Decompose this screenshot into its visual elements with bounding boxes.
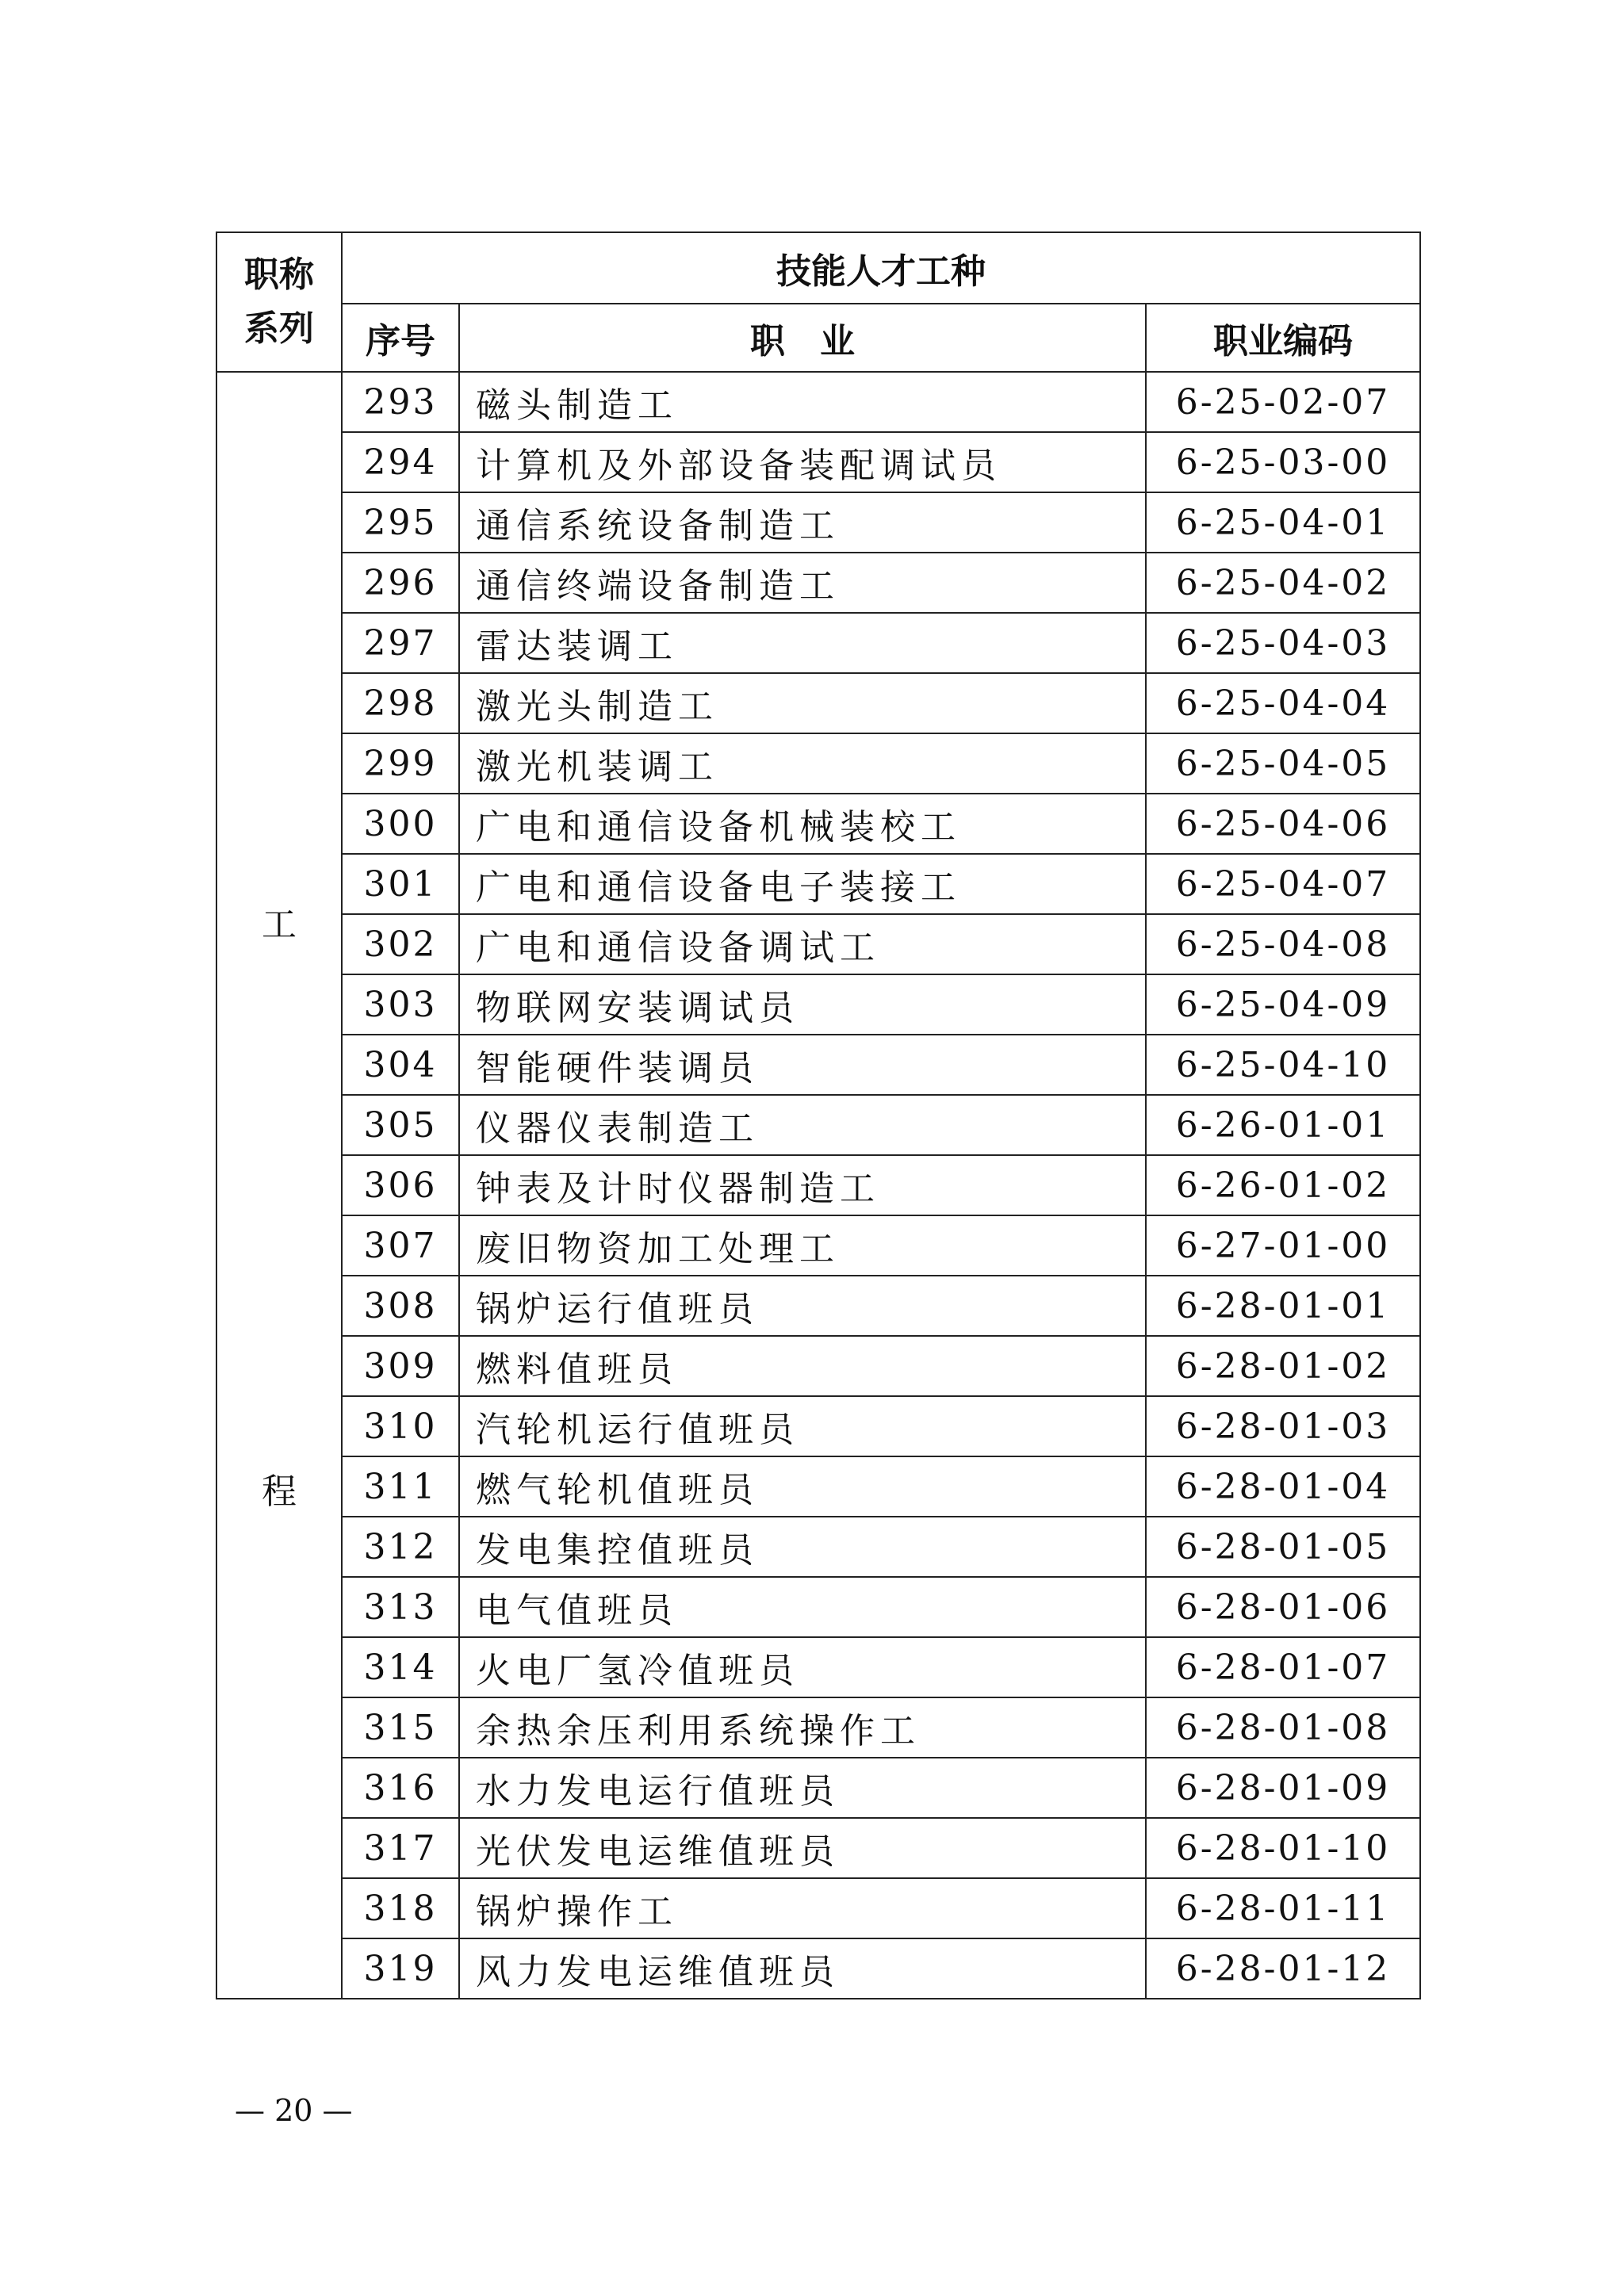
table-row xyxy=(216,1758,1420,1818)
occupation-name: 火电厂氢冷值班员 xyxy=(459,1637,1146,1697)
table-row xyxy=(216,1456,1420,1517)
occupation-name: 燃气轮机值班员 xyxy=(459,1456,1146,1517)
occupation-code: 6-25-02-07 xyxy=(1146,372,1420,432)
row-number: 301 xyxy=(342,854,459,914)
row-number: 314 xyxy=(342,1637,459,1697)
table-row xyxy=(216,1336,1420,1396)
occupation-name: 燃料值班员 xyxy=(459,1336,1146,1396)
occupation-name: 广电和通信设备电子装接工 xyxy=(459,854,1146,914)
occupation-table xyxy=(216,232,1421,1999)
occupation-code: 6-25-04-05 xyxy=(1146,733,1420,794)
row-number: 310 xyxy=(342,1396,459,1456)
table-row xyxy=(216,1577,1420,1637)
table-row xyxy=(216,613,1420,673)
occupation-name: 锅炉运行值班员 xyxy=(459,1276,1146,1336)
group-header: 技能人才工种 xyxy=(342,232,1420,304)
row-number: 315 xyxy=(342,1697,459,1758)
table-row xyxy=(216,1035,1420,1095)
category-cell xyxy=(216,372,342,1999)
row-number: 319 xyxy=(342,1938,459,1999)
occupation-code: 6-28-01-01 xyxy=(1146,1276,1420,1336)
row-number: 316 xyxy=(342,1758,459,1818)
occupation-name: 余热余压利用系统操作工 xyxy=(459,1697,1146,1758)
column-header-occupation: 职 业 xyxy=(459,304,1146,372)
row-number: 306 xyxy=(342,1155,459,1215)
occupation-code: 6-28-01-11 xyxy=(1146,1878,1420,1938)
table-row xyxy=(216,1215,1420,1276)
table-row xyxy=(216,1276,1420,1336)
table-row xyxy=(216,492,1420,553)
row-number: 302 xyxy=(342,914,459,974)
occupation-code: 6-28-01-03 xyxy=(1146,1396,1420,1456)
row-number: 295 xyxy=(342,492,459,553)
row-number: 297 xyxy=(342,613,459,673)
occupation-name: 钟表及计时仪器制造工 xyxy=(459,1155,1146,1215)
occupation-name: 雷达装调工 xyxy=(459,613,1146,673)
occupation-code: 6-25-04-02 xyxy=(1146,553,1420,613)
table-row xyxy=(216,673,1420,733)
column-header-code: 职业编码 xyxy=(1146,304,1420,372)
occupation-name: 磁头制造工 xyxy=(459,372,1146,432)
row-number: 312 xyxy=(342,1517,459,1577)
row-number: 317 xyxy=(342,1818,459,1878)
page-number: — 20 — xyxy=(235,2093,353,2128)
occupation-code: 6-26-01-02 xyxy=(1146,1155,1420,1215)
occupation-code: 6-25-04-03 xyxy=(1146,613,1420,673)
row-number: 309 xyxy=(342,1336,459,1396)
table-row xyxy=(216,1697,1420,1758)
table-row xyxy=(216,1396,1420,1456)
row-number: 296 xyxy=(342,553,459,613)
table-row xyxy=(216,1637,1420,1697)
occupation-name: 废旧物资加工处理工 xyxy=(459,1215,1146,1276)
occupation-name: 汽轮机运行值班员 xyxy=(459,1396,1146,1456)
occupation-name: 通信系统设备制造工 xyxy=(459,492,1146,553)
row-number: 305 xyxy=(342,1095,459,1155)
occupation-code: 6-25-04-09 xyxy=(1146,974,1420,1035)
occupation-code: 6-28-01-08 xyxy=(1146,1697,1420,1758)
series-header: 职称系列 xyxy=(244,254,314,349)
table-row xyxy=(216,1938,1420,1999)
table-row xyxy=(216,1878,1420,1938)
table-row xyxy=(216,1155,1420,1215)
category-char: 程 xyxy=(262,1471,297,1512)
occupation-code: 6-25-04-10 xyxy=(1146,1035,1420,1095)
row-number: 293 xyxy=(342,372,459,432)
occupation-name: 计算机及外部设备装配调试员 xyxy=(459,432,1146,492)
occupation-code: 6-28-01-12 xyxy=(1146,1938,1420,1999)
table-row xyxy=(216,1517,1420,1577)
table-row xyxy=(216,432,1420,492)
occupation-code: 6-26-01-01 xyxy=(1146,1095,1420,1155)
row-number: 307 xyxy=(342,1215,459,1276)
table-row xyxy=(216,1095,1420,1155)
occupation-name: 光伏发电运维值班员 xyxy=(459,1818,1146,1878)
occupation-name: 水力发电运行值班员 xyxy=(459,1758,1146,1818)
occupation-name: 通信终端设备制造工 xyxy=(459,553,1146,613)
table-row xyxy=(216,794,1420,854)
occupation-name: 物联网安装调试员 xyxy=(459,974,1146,1035)
row-number: 311 xyxy=(342,1456,459,1517)
row-number: 304 xyxy=(342,1035,459,1095)
occupation-code: 6-25-04-04 xyxy=(1146,673,1420,733)
occupation-code: 6-25-04-01 xyxy=(1146,492,1420,553)
occupation-code: 6-25-04-07 xyxy=(1146,854,1420,914)
category-char: 工 xyxy=(262,905,297,945)
table-row xyxy=(216,854,1420,914)
occupation-name: 发电集控值班员 xyxy=(459,1517,1146,1577)
table-row xyxy=(216,1818,1420,1878)
occupation-code: 6-25-04-06 xyxy=(1146,794,1420,854)
column-header-number: 序号 xyxy=(342,304,459,372)
occupation-code: 6-25-04-08 xyxy=(1146,914,1420,974)
occupation-name: 激光机装调工 xyxy=(459,733,1146,794)
row-number: 318 xyxy=(342,1878,459,1938)
row-number: 294 xyxy=(342,432,459,492)
series-header-cell xyxy=(216,232,342,372)
row-number: 299 xyxy=(342,733,459,794)
table-row xyxy=(216,553,1420,613)
table-row xyxy=(216,733,1420,794)
row-number: 298 xyxy=(342,673,459,733)
occupation-code: 6-28-01-10 xyxy=(1146,1818,1420,1878)
occupation-name: 仪器仪表制造工 xyxy=(459,1095,1146,1155)
occupation-name: 智能硬件装调员 xyxy=(459,1035,1146,1095)
row-number: 313 xyxy=(342,1577,459,1637)
row-number: 300 xyxy=(342,794,459,854)
table-row xyxy=(216,372,1420,432)
occupation-code: 6-25-03-00 xyxy=(1146,432,1420,492)
occupation-name: 广电和通信设备机械装校工 xyxy=(459,794,1146,854)
occupation-code: 6-28-01-04 xyxy=(1146,1456,1420,1517)
table-row xyxy=(216,914,1420,974)
occupation-code: 6-28-01-09 xyxy=(1146,1758,1420,1818)
occupation-code: 6-28-01-02 xyxy=(1146,1336,1420,1396)
occupation-name: 电气值班员 xyxy=(459,1577,1146,1637)
occupation-name: 锅炉操作工 xyxy=(459,1878,1146,1938)
occupation-code: 6-27-01-00 xyxy=(1146,1215,1420,1276)
occupation-code: 6-28-01-07 xyxy=(1146,1637,1420,1697)
occupation-code: 6-28-01-05 xyxy=(1146,1517,1420,1577)
occupation-name: 风力发电运维值班员 xyxy=(459,1938,1146,1999)
occupation-name: 广电和通信设备调试工 xyxy=(459,914,1146,974)
occupation-name: 激光头制造工 xyxy=(459,673,1146,733)
occupation-code: 6-28-01-06 xyxy=(1146,1577,1420,1637)
row-number: 308 xyxy=(342,1276,459,1336)
table-row xyxy=(216,974,1420,1035)
row-number: 303 xyxy=(342,974,459,1035)
